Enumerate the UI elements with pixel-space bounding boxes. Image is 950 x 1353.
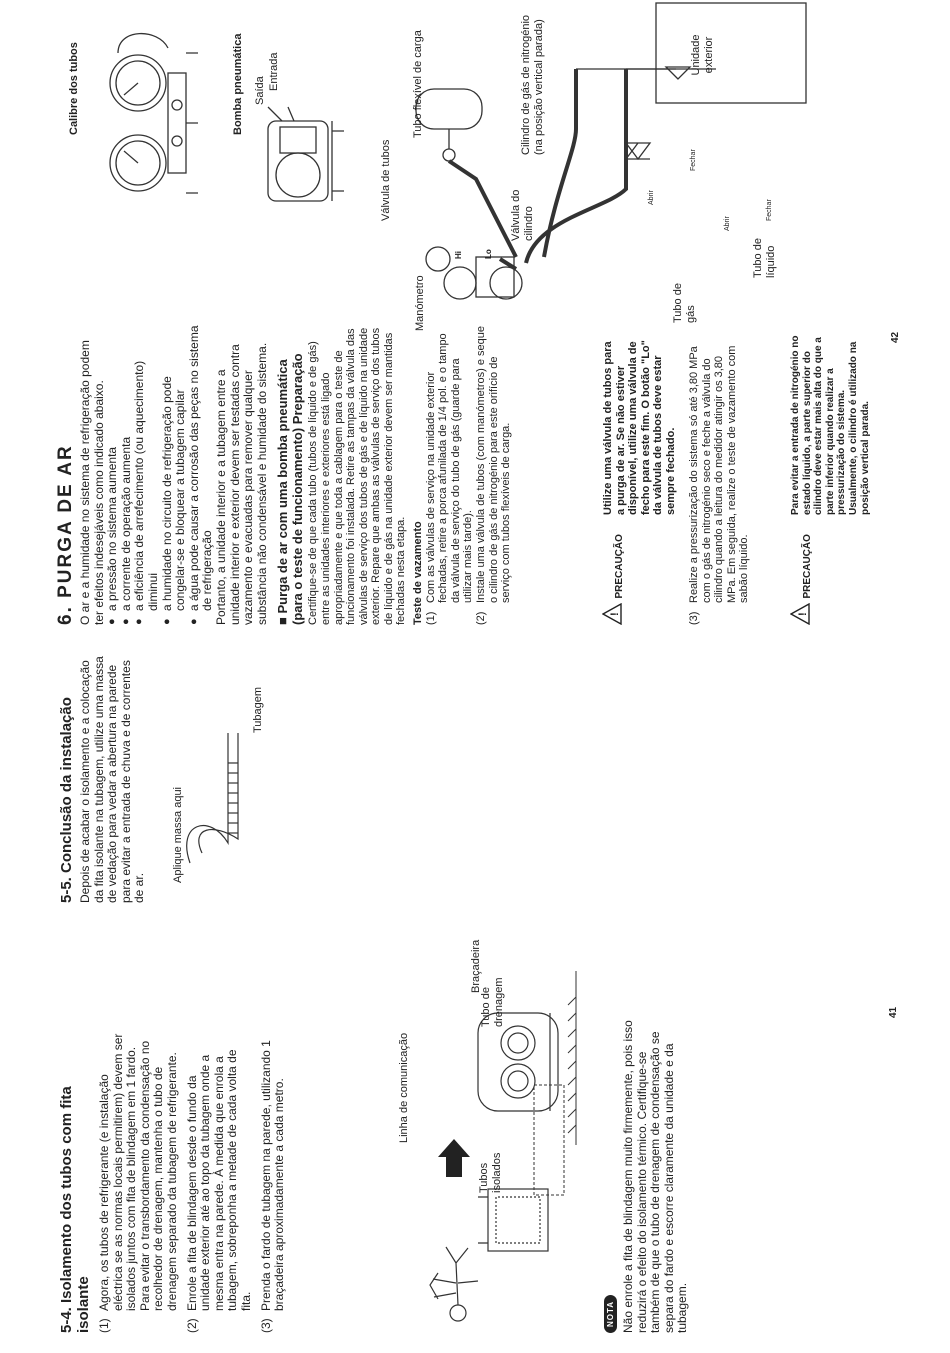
pipe-cross-section <box>478 1013 558 1111</box>
item-number: (1) <box>424 611 437 625</box>
leak-heading: Teste de vazamento <box>412 521 425 625</box>
intro-text: O ar e a humidade no sistema de refrigeração podem ter efeitos indesejáveis como indicado abaixo. <box>78 340 106 625</box>
svg-text:!: ! <box>797 612 809 616</box>
item-number: (2) <box>475 611 488 625</box>
list-item <box>425 325 475 625</box>
label-hi: Hi <box>454 251 463 259</box>
caution-label: PRECAUÇÃO <box>614 534 625 599</box>
label-valvula-cilindro: Válvula do cilindro <box>510 189 535 241</box>
bullet-icon: ● <box>133 618 146 625</box>
sub-heading: ■ Purga de ar com uma bomba pneumática (para o teste de funcionamento) Preparação <box>275 353 306 625</box>
hi-gauge <box>490 267 522 299</box>
label-abrir-1: Abrir <box>648 190 655 205</box>
bullet-text: a pressão no sistema aumenta <box>105 446 120 611</box>
bullet-list <box>106 325 215 625</box>
label-saida: Saída <box>254 76 266 105</box>
section-6-title: 6. PURGA DE AR <box>55 444 76 625</box>
bullet-text: a eficiência de arrefecimento (ou aquecimento) diminui <box>132 360 160 611</box>
bullet-text: a corrente de operação aumenta <box>118 436 133 611</box>
label-tubo-gas: Tubo de gás <box>672 283 697 323</box>
caution-text: Para evitar a entrada de nitrogénio no estado líquido, a parte superior do cilindro deve estar mais alta do que a parte inferior quando realizar a pressurização do sistema. Usualmente, o cilindro é utilizado na posição vertical parada. <box>790 335 871 515</box>
bullet-icon: ● <box>160 618 173 625</box>
nota-badge: NOTA <box>604 1295 617 1333</box>
vacuum-pump-illustration <box>248 105 358 215</box>
after-bullets-text: Portanto, a unidade interior e a tubagem entre a unidade interior e exterior devem ser testadas contra vazamento e evacuadas para remover qualquer substância não condensável e humidade do sistema. <box>213 342 269 625</box>
label-fechar-1: Fechar <box>690 149 697 171</box>
section-5-4 <box>58 963 287 1333</box>
label-abrir-2: Abrir <box>724 216 731 231</box>
list-item <box>106 325 120 625</box>
page-number-41: 41 <box>888 1006 899 1018</box>
label-manometro: Manómetro <box>414 275 426 331</box>
section-6 <box>55 325 513 625</box>
warning-icon <box>602 603 622 625</box>
bullet-icon: ● <box>106 618 119 625</box>
manifold-gauge-illustration <box>98 23 208 213</box>
label-cilindro: Cilindro de gás de nitrogénio (na posição vertical parada) <box>520 14 545 155</box>
item-number: (1) <box>97 1318 111 1333</box>
bullet-icon: ● <box>187 618 200 625</box>
item-text: Com as válvulas de serviço na unidade exterior fechadas, retire a porca afunilada de 1/4 pol. e o tampo da válvula de serviço do tubo de gás (guarde para utilizar mais tarde). <box>424 333 475 603</box>
label-lo: Lo <box>484 249 493 259</box>
label-unidade-exterior: Unidade exterior <box>690 34 715 76</box>
caution-2 <box>790 335 871 625</box>
nota-block <box>600 1013 690 1333</box>
section-5-5-text: Depois de acabar o isolamento e a colocação da fita isolante na tubagem, utilize uma massa de vedação para vedar a abertura na parede para evitar a entrada de chuva e de correntes de ar. <box>78 656 147 903</box>
arrow-icon <box>438 1139 470 1177</box>
lo-gauge <box>444 267 476 299</box>
section-5-5-title: 5-5. Conclusão da instalação <box>58 697 75 903</box>
nitrogen-cylinder <box>416 89 482 129</box>
warning-icon <box>790 603 810 625</box>
cylinder-valve <box>443 149 455 161</box>
outdoor-unit-box <box>656 3 806 103</box>
hose-liquid <box>544 69 576 257</box>
list-item <box>98 1033 180 1333</box>
label-linha: Linha de comunicação <box>398 1032 410 1143</box>
section-5-5 <box>58 653 147 903</box>
item-number: (3) <box>688 611 700 625</box>
page-number-42: 42 <box>890 331 901 343</box>
tape-bundle <box>534 1085 564 1195</box>
prep-text: Certifique-se de que cada tubo (tubos de líquido e de gás) entre as unidades interiores e exteriores está ligado apropriadamente e que toda a cablagem para o teste de funcionamento foi instalada. Retire as tampas da válvula das válvulas de serviço dos tubos de gás e de líquido na unidade exterior. Repare que ambas as válvulas de serviço dos tubos de líquido e de gás na unidade exterior devem ser mantidas fechadas nesta etapa. <box>307 327 408 625</box>
label-tubagem: Tubagem <box>252 686 264 733</box>
label-tubo-drenagem: Tubo de drenagem <box>480 977 505 1027</box>
person-illustration <box>430 1247 478 1321</box>
item-text: Enrole a fita de blindagem desde o fundo da unidade exterior até ao topo da tubagem onde a mesma entra na parede. À medida que enrola a tubagem, sobreponha a metade de cada volta de fita. <box>184 1049 253 1311</box>
label-bomba: Bomba pneumática <box>232 33 244 135</box>
item-text: Instale uma válvula de tubos (com manómetros) e seque o cilindro de gás de nitrogénio para este orifício de serviço com tubos flexíveis de carga. <box>475 326 513 603</box>
caution-1 <box>602 335 678 625</box>
list-item <box>260 1033 287 1333</box>
label-fechar-2: Fechar <box>766 199 773 221</box>
svg-text:!: ! <box>609 612 621 616</box>
label-valvula-tubos: Válvula de tubos <box>380 139 392 221</box>
list-item <box>688 335 751 625</box>
purge-connection-diagram <box>376 0 916 329</box>
item-text: Realize a pressurização do sistema só até 3,80 MPa com o gás de nitrogénio seco e feche a válvula do cilindro quando a leitura do medidor atingir os 3,80 MPa. Em seguida, realize o teste de vazamento com sabão líquido. <box>688 345 751 603</box>
list-item <box>120 325 134 625</box>
bullet-text: a humidade no circuito de refrigeração pode congelar-se e bloquear a tubagem capilar <box>159 376 188 611</box>
sealing-figure <box>180 723 260 883</box>
label-tubos-isolados: Tubos isolados <box>478 1152 503 1193</box>
caution-label: PRECAUÇÃO <box>802 534 813 599</box>
item-number: (2) <box>184 1318 199 1333</box>
label-bracadeira: Braçadeira <box>470 939 482 993</box>
list-item <box>161 325 188 625</box>
wall-hatch <box>568 971 576 1145</box>
section-5-4-title: 5-4. Isolamento dos tubos com fita isolante <box>58 1086 92 1333</box>
list-item <box>133 325 160 625</box>
bullet-text: a água pode causar a corrosão das peças no sistema de refrigeração <box>186 325 215 611</box>
label-tubo-liquido: Tubo de líquido <box>752 238 777 278</box>
taping-figure <box>338 943 578 1343</box>
valve-icon <box>626 143 650 159</box>
list-item <box>188 325 215 625</box>
item-text: Prenda o fardo de tubagem na parede, utilizando 1 braçadeira aproximadamente a cada metro. <box>258 1040 287 1311</box>
item-text: Agora, os tubos de refrigerante (e instalação eléctrica se as normas locais permitirem) devem ser isolados juntos com fita de blindagem em 1 fardo. Para evitar o transbordamento da condensação no recolhedor de drenagem, mantenha o tubo de drenagem separado da tubagem de refrigerante. <box>97 1033 179 1311</box>
label-entrada: Entrada <box>268 52 280 91</box>
nota-text: Não enrole a fita de blindagem muito firmemente, pois isso reduzirá o efeito do isolamento térmico. Certifique-se também de que o tubo de drenagem de condensação se separa do fardo e escorre claramente da unidade e da tubagem. <box>621 1020 690 1333</box>
item-number: (3) <box>258 1318 273 1333</box>
bullet-icon: ● <box>119 618 132 625</box>
caution-text: Utilize uma válvula de tubos para a purga de ar. Se não estiver disponível, utilize uma válvula de fecho para este fim. O botão "Lo" da válvula de tubos deve estar sempre fechado. <box>602 340 677 515</box>
label-aplique: Aplique massa aqui <box>172 786 184 883</box>
list-item <box>475 325 513 625</box>
list-item <box>186 1033 254 1333</box>
hose-charge <box>449 161 516 257</box>
label-calibre: Calibre dos tubos <box>68 42 80 135</box>
label-tubo-flexivel: Tubo flexível de carga <box>412 30 424 138</box>
outdoor-unit-illustration <box>478 1189 548 1251</box>
